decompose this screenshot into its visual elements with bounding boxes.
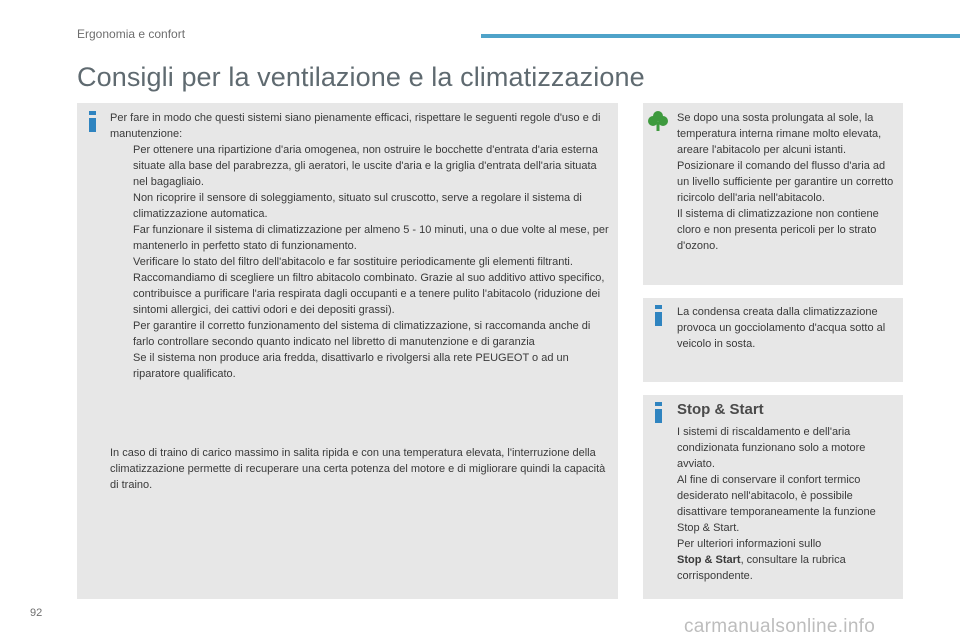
stop-start-heading: Stop & Start [677,401,764,418]
bullet-text: Per garantire il corretto funzionamento del sistema di climatizzazione, si raccomanda anche di farlo controllare secondo quanto indicato nel libretto di manutenzione e di garanzia [133,320,591,348]
stop-start-paragraph: I sistemi di riscaldamento e dell'aria condizionata funzionano solo a motore avviato. [677,426,866,470]
stop-start-ref-bold: Stop & Start [677,554,741,566]
info-icon [655,402,662,423]
bullet-subtext: Raccomandiamo di scegliere un filtro abitacolo combinato. Grazie al suo additivo attivo specifico, contribuisce a purificare l'aria respirata dagli occupanti e a tenere pulito l'abitacolo (riduzione dei sintomi allergici, dei cattivi odori e dei depositi grassi). [133,272,605,316]
tree-icon [648,110,668,132]
page-title: Consigli per la ventilazione e la climatizzazione [77,62,645,92]
info-icon [89,111,96,132]
stop-start-text [677,424,897,584]
watermark: carmanualsonline.info [684,616,876,637]
eco-note-paragraph: Il sistema di climatizzazione non contiene cloro e non presenta pericoli per lo strato d'ozono. [677,208,879,252]
bullet-text: Non ricoprire il sensore di soleggiamento, situato sul cruscotto, serve a regolare il sistema di climatizzazione automatica. [133,192,582,220]
towing-note: In caso di traino di carico massimo in salita ripida e con una temperatura elevata, l'interruzione della climatizzazione permette di recuperare una certa potenza del motore e di migliorare quindi la capacità di traino. [110,447,606,491]
list-item [110,190,610,222]
bullet-text: Se il sistema non produce aria fredda, disattivarlo e rivolgersi alla rete PEUGEOT o ad un riparatore qualificato. [133,352,569,380]
stop-start-paragraph [677,536,897,584]
list-item [110,142,610,190]
header-accent-bar [481,34,960,38]
bullet-text: Per ottenere una ripartizione d'aria omogenea, non ostruire le bocchette d'entrata d'aria esterna situate alla base del parabrezza, gli aeratori, le uscite d'aria e la griglia d'entrata dell'aria situata nel bagagliaio. [133,144,598,188]
bullet-text: Verificare lo stato del filtro dell'abitacolo e far sostituire periodicamente gli elementi filtranti. [133,256,573,268]
eco-note-text [677,110,897,254]
section-label: Ergonomia e confort [77,27,186,41]
eco-note-paragraph: Se dopo una sosta prolungata al sole, la temperatura interna rimane molto elevata, areare l'abitacolo per alcuni istanti. [677,112,882,156]
list-item [110,318,610,350]
page-number: 92 [30,607,43,619]
info-icon [655,305,662,326]
stop-start-ref-prefix: Per ulteriori informazioni sullo [677,538,822,550]
advice-list [110,142,610,382]
stop-start-paragraph: Al fine di conservare il confort termico desiderato nell'abitacolo, è possibile disattivare temporaneamente la funzione Stop & Start. [677,474,876,534]
condensation-note-text: La condensa creata dalla climatizzazione provoca un gocciolamento d'acqua sotto al veicolo in sosta. [677,306,886,350]
eco-note-paragraph: Posizionare il comando del flusso d'aria ad un livello sufficiente per garantire un corretto ricircolo dell'aria nell'abitacolo. [677,160,894,204]
main-intro-text: Per fare in modo che questi sistemi siano pienamente efficaci, rispettare le seguenti regole d'uso e di manutenzione: [110,112,601,140]
list-item [110,222,610,254]
stop-start-ref-suffix: , consultare la rubrica corrispondente. [677,554,846,582]
list-item [110,350,610,382]
bullet-text: Far funzionare il sistema di climatizzazione per almeno 5 - 10 minuti, una o due volte al mese, per mantenerlo in perfetto stato di funzionamento. [133,224,609,252]
list-item [110,254,610,318]
